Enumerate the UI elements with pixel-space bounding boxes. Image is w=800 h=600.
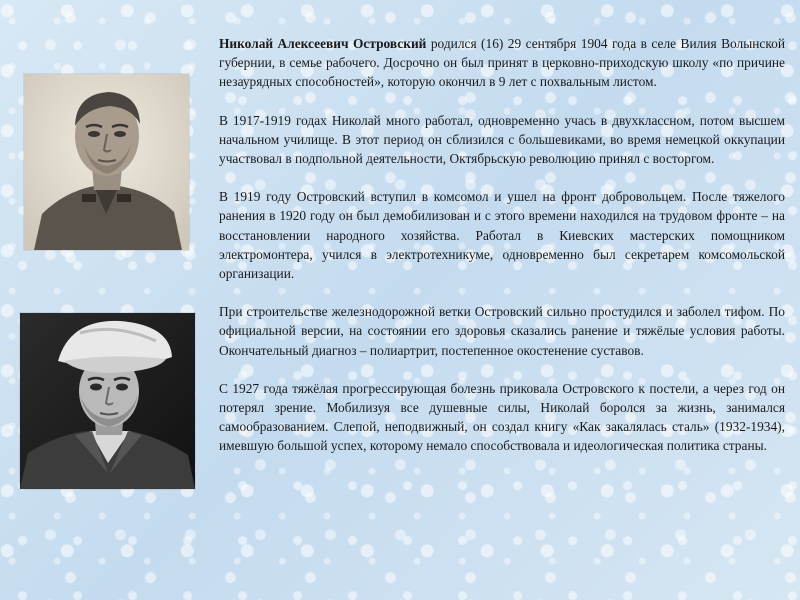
- lead-name: Николай Алексеевич Островский: [219, 36, 427, 51]
- paragraph-book: С 1927 года тяжёлая прогрессирующая болезнь приковала Островского к постели, а через год он потерял зрение. Мобилизуя все душевные силы, Николай боролся за жизнь, занимался самообразованием. Слепой, неподвижный, он создал книгу «Как закалялась сталь» (1932-1934), имевшую большой успех, которому немало способствовала и идеологическая политика страны.: [219, 380, 785, 454]
- paragraph-illness: При строительстве железнодорожной ветки Островский сильно простудился и заболел тифом. По официальной версии, на состоянии его здоровья сказались ранение и тяжёлые условия работы. Окончательный диагноз – полиартрит, постепенное окостенение суставов.: [219, 304, 785, 358]
- paragraph-school: В 1917-1919 годах Николай много работал, одновременно учась в двухклассном, потом высшем начальном училище. В этот период он сблизился с большевиками, во время немецкой оккупации участвовал в подпольной деятельности, Октябрьскую революцию принял с восторгом.: [219, 112, 785, 167]
- paragraph-front: В 1919 году Островский вступил в комсомол и ушел на фронт добровольцем. После тяжелого ранения в 1920 году он был демобилизован и с этого времени находился на трудовом фронте – на восстановлении народного хозяйства. Работал в Киевских мастерских помощником электромонтера, учился в электротехникуме, одновременно был секретарем комсомольской организации.: [219, 189, 785, 282]
- portrait-photo-sepia-icon: [24, 74, 189, 250]
- paragraph-birth-text: родился (16) 29 сентября 1904 года в селе Вилия Волынской губернии, в семье рабочего. Досрочно он был принят в церковно-приходскую школу «по причине незаурядных способностей», которую окончил в 9 лет с похвальным листом.: [219, 36, 785, 90]
- portrait-photo-bw-cap-icon: [20, 313, 195, 489]
- paragraph-birth: [219, 34, 785, 92]
- biography-text: [219, 34, 785, 475]
